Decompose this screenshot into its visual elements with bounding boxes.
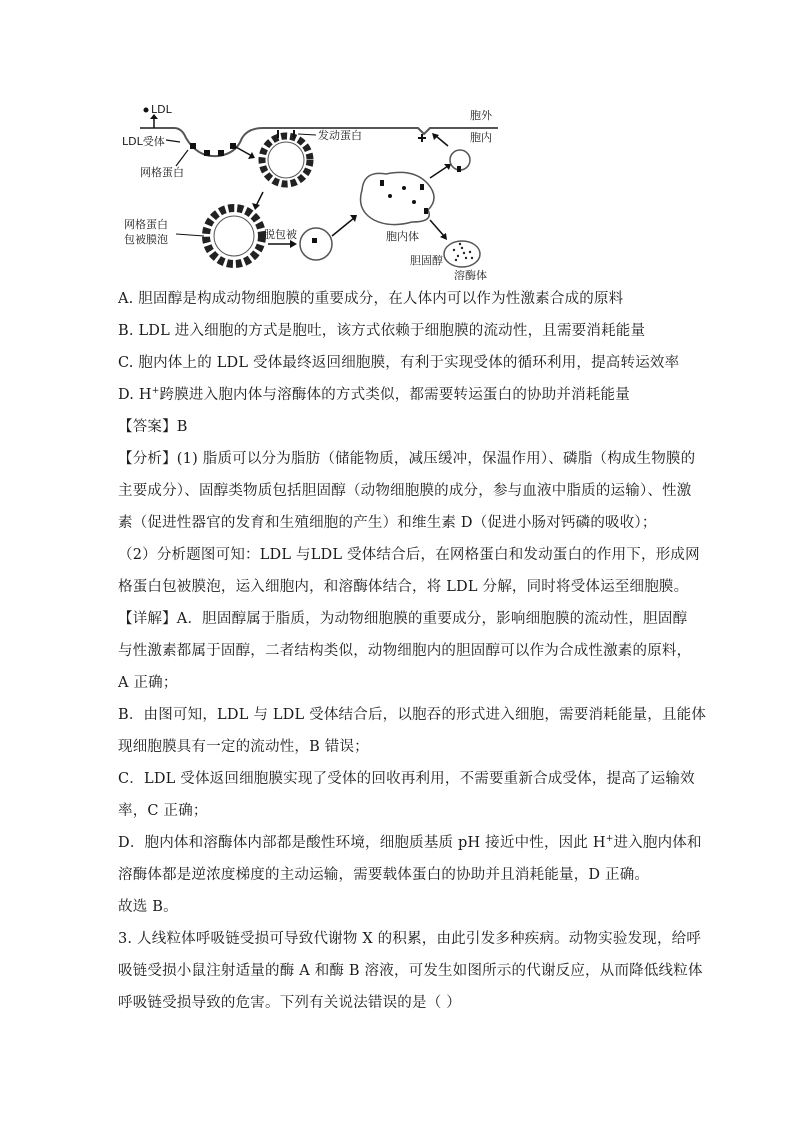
option-d-sup: + [151,386,160,397]
question3-line: 吸链受损小鼠注射适量的酶 A 和酶 B 溶液，可发生如图所示的代谢反应，从而降低线粒体 [118,963,703,979]
detail-l8-sup: + [605,834,614,845]
label-lysosome: 溶酶体 [454,269,487,280]
option-b: B. LDL 进入细胞的方式是胞吐，该方式依赖于细胞膜的流动性，且需要消耗能量 [118,323,646,339]
detail-line: 【详解】A．胆固醇属于脂质，为动物细胞膜的重要成分，影响细胞膜的流动性，胆固醇 [118,611,688,627]
question3-line: 3. 人线粒体呼吸链受损可导致代谢物 X 的积累，由此引发多种疾病。动物实验发现，给呼 [118,931,702,947]
label-coated-vesicle-2: 包被膜泡 [124,233,168,246]
detail-line: 溶酶体都是逆浓度梯度的主动运输，需要载体蛋白的协助并且消耗能量，D 正确。 [118,867,650,883]
label-clathrin: 网格蛋白 [140,166,184,179]
detail-l8-prefix: D．胞内体和溶酶体内部都是酸性环境，细胞质基质 pH 接近中性，因此 H [118,835,606,851]
option-a: A. 胆固醇是构成动物细胞膜的重要成分，在人体内可以作为性激素合成的原料 [118,291,624,307]
option-d-rest: 跨膜进入胞内体与溶酶体的方式类似，都需要转运蛋白的协助并消耗能量 [159,387,630,403]
label-dynamin: 发动蛋白 [318,129,362,142]
label-ldl-receptor: LDL受体 [122,135,165,148]
label-uncoating: 脱包被 [264,228,297,241]
option-d [118,385,630,405]
analysis-line: 【分析】(1) 脂质可以分为脂肪（储能物质，减压缓冲，保温作用）、磷脂（构成生物膜的 [118,451,696,467]
label-cholesterol: 胆固醇 [410,254,443,267]
detail-line: C．LDL 受体返回细胞膜实现了受体的回收再利用，不需要重新合成受体，提高了运输效 [118,771,695,787]
ldl-particle [144,108,149,113]
analysis-line: （2）分析题图可知：LDL 与LDL 受体结合后，在网格蛋白和发动蛋白的作用下，形成网 [118,547,700,563]
detail-line: 与性激素都属于固醇，二者结构类似，动物细胞内的胆固醇可以作为合成性激素的原料， [118,643,692,659]
ldl-endocytosis-diagram [118,98,508,280]
detail-line [118,833,702,853]
detail-l8-rest: 进入胞内体和 [613,835,702,851]
option-c: C. 胞内体上的 LDL 受体最终返回细胞膜，有利于实现受体的循环利用，提高转运效率 [118,355,680,371]
detail-line: 现细胞膜具有一定的流动性，B 错误； [118,739,369,755]
option-d-prefix: D. H [118,387,152,403]
label-endosome: 胞内体 [386,230,419,243]
lysosome-shape [444,241,480,267]
answer: 【答案】B [118,419,188,435]
analysis-line: 主要成分）、固醇类物质包括胆固醇（动物细胞膜的成分，参与血液中脂质的运输）、性激 [118,483,692,499]
label-outside: 胞外 [470,109,492,122]
detail-line: 率，C 正确； [118,803,208,819]
detail-line: B．由图可知，LDL 与 LDL 受体结合后，以胞吞的形式进入细胞，需要消耗能量，且能体 [118,707,707,723]
label-ldl: LDL [151,103,172,116]
endosome-shape [361,172,435,224]
detail-line: A 正确； [118,675,178,691]
analysis-line: 格蛋白包被膜泡，运入细胞内，和溶酶体结合，将 LDL 分解，同时将受体运至细胞膜。 [118,579,689,595]
detail-line: 故选 B。 [118,899,178,915]
question3-line: 呼吸链受损导致的危害。下列有关说法错误的是（ ） [118,995,461,1011]
label-inside: 胞内 [470,131,492,144]
analysis-line: 素（促进性器官的发育和生殖细胞的产生）和维生素 D（促进小肠对钙磷的吸收）； [118,515,657,531]
label-coated-vesicle-1: 网格蛋白 [124,218,168,231]
